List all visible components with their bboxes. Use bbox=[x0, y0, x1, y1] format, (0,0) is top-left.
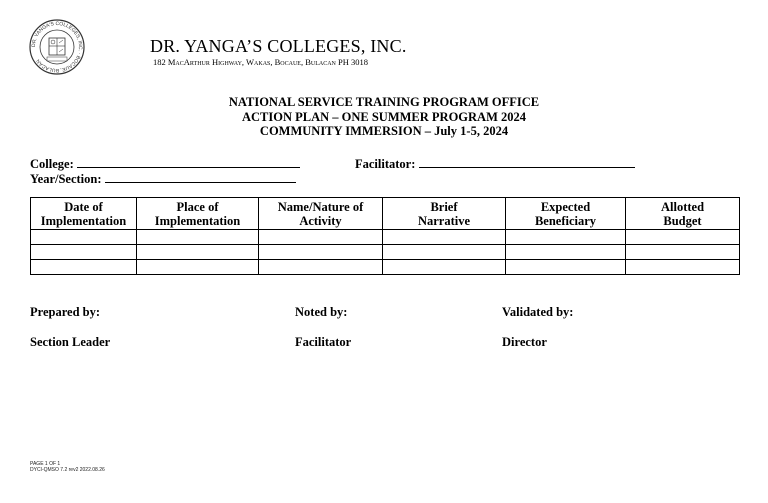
college-input-line[interactable] bbox=[77, 156, 300, 168]
table-cell[interactable] bbox=[137, 245, 259, 260]
table-cell[interactable] bbox=[137, 260, 259, 275]
table-cell[interactable] bbox=[506, 230, 626, 245]
col-expected-beneficiary: Expected Beneficiary bbox=[506, 198, 626, 230]
table-cell[interactable] bbox=[626, 260, 740, 275]
table-header-row bbox=[31, 198, 740, 230]
table-cell[interactable] bbox=[383, 260, 506, 275]
table-cell[interactable] bbox=[506, 245, 626, 260]
table-row bbox=[31, 245, 740, 260]
prepared-by-label: Prepared by: bbox=[30, 305, 101, 319]
school-name: DR. YANGA’S COLLEGES, INC. bbox=[150, 36, 407, 56]
validated-by-label: Validated by: bbox=[502, 305, 574, 319]
facilitator-field bbox=[355, 156, 635, 172]
facilitator-label: Facilitator: bbox=[355, 157, 416, 171]
noted-by-label: Noted by: bbox=[295, 305, 348, 319]
table-cell[interactable] bbox=[31, 230, 137, 245]
seal-text: DR. YANGA'S COLLEGES, INC. · BOCAUE, BULACAN bbox=[30, 20, 84, 74]
table-cell[interactable] bbox=[137, 230, 259, 245]
table-cell[interactable] bbox=[31, 245, 137, 260]
table-cell[interactable] bbox=[383, 230, 506, 245]
col-brief-narrative: Brief Narrative bbox=[383, 198, 506, 230]
year-section-field bbox=[30, 171, 296, 187]
college-label: College: bbox=[30, 157, 74, 171]
facilitator-input-line[interactable] bbox=[419, 156, 635, 168]
noted-role: Facilitator bbox=[295, 335, 352, 349]
table-cell[interactable] bbox=[383, 245, 506, 260]
year-section-label: Year/Section: bbox=[30, 172, 102, 186]
school-address: 182 MacArthur Highway, Wakas, Bocaue, Bulacan PH 3018 bbox=[153, 57, 368, 67]
document-title bbox=[0, 95, 768, 139]
title-office: NATIONAL SERVICE TRAINING PROGRAM OFFICE bbox=[228, 95, 540, 109]
col-name-nature-of-activity: Name/Nature of Activity bbox=[259, 198, 383, 230]
table-cell[interactable] bbox=[259, 260, 383, 275]
college-field bbox=[30, 156, 300, 172]
title-action-plan: ACTION PLAN – ONE SUMMER PROGRAM 2024 bbox=[241, 109, 527, 124]
col-date-of-implementation: Date of Implementation bbox=[31, 198, 137, 230]
action-plan-table bbox=[30, 197, 740, 275]
page-footer bbox=[30, 461, 105, 473]
document-code: DYCI-QMSO 7.2 rev2 2022.08.26 bbox=[30, 467, 105, 473]
college-seal-logo bbox=[29, 19, 85, 75]
year-section-input-line[interactable] bbox=[105, 171, 296, 183]
validated-role: Director bbox=[502, 335, 547, 349]
table-row bbox=[31, 260, 740, 275]
table-cell[interactable] bbox=[506, 260, 626, 275]
table-cell[interactable] bbox=[259, 245, 383, 260]
title-community-immersion: COMMUNITY IMMERSION – July 1-5, 2024 bbox=[259, 124, 509, 138]
col-place-of-implementation: Place of Implementation bbox=[137, 198, 259, 230]
table-cell[interactable] bbox=[259, 230, 383, 245]
table-cell[interactable] bbox=[626, 230, 740, 245]
col-allotted-budget: Allotted Budget bbox=[626, 198, 740, 230]
table-row bbox=[31, 230, 740, 245]
page-number: PAGE 1 OF 1 bbox=[30, 461, 61, 467]
prepared-role: Section Leader bbox=[30, 335, 111, 349]
table-cell[interactable] bbox=[31, 260, 137, 275]
table-cell[interactable] bbox=[626, 245, 740, 260]
